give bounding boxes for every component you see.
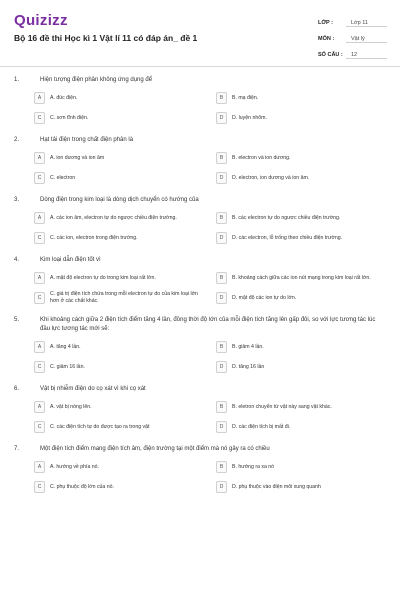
question-3 [0,196,400,246]
question-number: 4. [14,257,20,263]
answer-option[interactable] [34,230,204,246]
option-letter-box: A [34,152,45,164]
option-letter-box: C [34,232,45,244]
option-letter-box: A [34,461,45,473]
question-header [0,76,400,85]
answer-option[interactable] [34,150,204,166]
option-letter-box: B [216,212,227,224]
answer-option[interactable] [34,479,204,495]
option-text: C. phụ thuộc độ lớn của nó. [50,483,114,490]
header-divider [0,66,400,67]
option-text: C. electron [50,174,76,181]
option-letter-box: D [216,361,227,373]
option-letter-box: A [34,272,45,284]
option-text: B. các electron tự do ngược chiều điện trường. [232,214,341,221]
question-list [0,76,400,505]
option-letter-box: A [34,341,45,353]
option-text: B. mạ điện. [232,94,259,101]
option-letter-box: B [216,401,227,413]
option-letter-box: C [34,481,45,493]
question-text: Hạt tải điện trong chất điện phân là [40,137,134,143]
question-text: Dòng điện trong kim loại là dòng dịch chuyển có hướng của [40,197,199,203]
option-letter-box: A [34,92,45,104]
answer-option[interactable] [216,339,386,355]
answer-option[interactable] [34,170,204,186]
question-text: Khi khoảng cách giữa 2 điện tích điểm tăng 4 lần, đồng thời độ lớn của mỗi điện tích tăng lên gấp đôi, so với lực tương tác lúc đầu lực tương tác mới sẽ: [40,317,376,332]
option-letter-box: C [34,361,45,373]
question-header [0,196,400,205]
option-text: A. các ion âm, electron tự do ngược chiều điện trường. [50,214,177,221]
option-letter-box: A [34,212,45,224]
option-letter-box: C [34,172,45,184]
option-letter-box: A [34,401,45,413]
answer-option[interactable] [216,270,386,286]
answer-options [0,85,400,126]
question-number: 6. [14,386,20,392]
option-letter-box: D [216,481,227,493]
answer-option[interactable] [34,459,204,475]
option-letter-box: D [216,172,227,184]
answer-option[interactable] [216,90,386,106]
option-text: A. ion dương và ion âm [50,154,105,161]
option-text: C. sơn tĩnh điện. [50,114,89,121]
question-header [0,256,400,265]
answer-option[interactable] [216,359,386,375]
option-text: B. eletron chuyển từ vật này sang vật khác. [232,403,332,410]
option-text: D. tăng 16 lần [232,363,265,370]
answer-option[interactable] [216,230,386,246]
option-letter-box: B [216,92,227,104]
option-letter-box: B [216,152,227,164]
option-letter-box: D [216,232,227,244]
meta-label: SỐ CÂU : [318,52,343,58]
answer-options [0,145,400,186]
answer-option[interactable] [216,170,386,186]
question-number: 5. [14,317,20,323]
answer-option[interactable] [216,479,386,495]
answer-option[interactable] [34,419,204,435]
option-text: B. hướng ra xa nó [232,463,275,470]
question-5 [0,316,400,375]
answer-option[interactable] [216,459,386,475]
meta-row-class [318,15,388,31]
meta-label: MÔN : [318,36,335,42]
meta-row-subject [318,31,388,47]
meta-row-question-count [318,47,388,63]
question-text: Hiện tượng điện phân không ứng dụng để [40,77,153,83]
answer-option[interactable] [34,210,204,226]
option-text: A. đúc điện. [50,94,78,101]
question-text: Vật bị nhiễm điện do cọ xát vì khi cọ xát [40,386,146,392]
option-text: D. các điện tích bị mất đi. [232,423,291,430]
option-text: A. vật bị nóng lên. [50,403,92,410]
question-number: 3. [14,197,20,203]
question-header [0,385,400,394]
meta-value: 12 [346,52,387,59]
option-letter-box: D [216,112,227,124]
option-text: D. mật độ các ion tự do lớn. [232,294,297,301]
page-header [0,0,400,62]
option-text: D. luyện nhôm. [232,114,267,121]
option-letter-box: B [216,341,227,353]
answer-option[interactable] [34,110,204,126]
answer-options [0,454,400,495]
quizizz-logo: Quizizz [14,12,68,29]
option-text: D. electron, ion dương và ion âm. [232,174,310,181]
option-text: B. electron và ion dương. [232,154,291,161]
option-text: A. mật độ electron tự do trong kim loại rất lớn. [50,274,156,281]
answer-option[interactable] [216,290,386,306]
answer-option[interactable] [34,290,204,306]
meta-label: LỚP : [318,20,333,26]
option-text: B. giảm 4 lần. [232,343,264,350]
option-letter-box: D [216,292,227,304]
question-header [0,316,400,334]
option-text: D. các electron, lỗ trống theo chiều điện trường. [232,234,343,241]
option-letter-box: D [216,421,227,433]
answer-option[interactable] [216,419,386,435]
answer-option[interactable] [34,359,204,375]
answer-option[interactable] [34,339,204,355]
option-letter-box: B [216,461,227,473]
option-text: D. phụ thuộc vào điện môi xung quanh [232,483,321,490]
option-letter-box: C [34,421,45,433]
answer-options [0,265,400,306]
option-letter-box: C [34,112,45,124]
answer-option[interactable] [34,270,204,286]
answer-option[interactable] [216,399,386,415]
answer-options [0,394,400,435]
answer-options [0,205,400,246]
document-title: Bộ 16 đề thi Học kì 1 Vật lí 11 có đáp án_ đề 1 [14,33,198,43]
option-text: C. các ion, electron trong điện trường. [50,234,138,241]
option-letter-box: B [216,272,227,284]
answer-option[interactable] [216,210,386,226]
meta-panel [318,15,388,63]
option-text: C. giá trị điện tích chứa trong mỗi electron tự do của kim loại lớn hơn ở các chất khác. [50,291,198,304]
question-1 [0,76,400,126]
answer-option[interactable] [216,110,386,126]
question-text: Một điện tích điểm mang điện tích âm, điện trường tại một điểm mà nó gây ra có chiều [40,446,270,452]
question-number: 2. [14,137,20,143]
question-6 [0,385,400,435]
question-7 [0,445,400,495]
answer-option[interactable] [34,90,204,106]
answer-option[interactable] [34,399,204,415]
meta-value: Lớp 11 [346,20,387,27]
answer-option[interactable] [216,150,386,166]
question-header [0,136,400,145]
meta-value: Vật lý [346,36,387,43]
option-text: B. khoảng cách giữa các ion nút mạng trong kim loại rất lớn. [232,274,371,281]
option-letter-box: C [34,292,45,304]
question-text: Kim loại dẫn điện tốt vì [40,257,101,263]
question-number: 1. [14,77,20,83]
answer-options [0,334,400,375]
option-text: C. giảm 16 lần. [50,363,85,370]
option-text: C. các điện tích tự do được tạo ra trong vật [50,423,150,430]
question-4 [0,256,400,306]
question-header [0,445,400,454]
option-text: A. hướng về phía nó. [50,463,99,470]
question-number: 7. [14,446,20,452]
option-text: A. tăng 4 lần. [50,343,81,350]
question-2 [0,136,400,186]
